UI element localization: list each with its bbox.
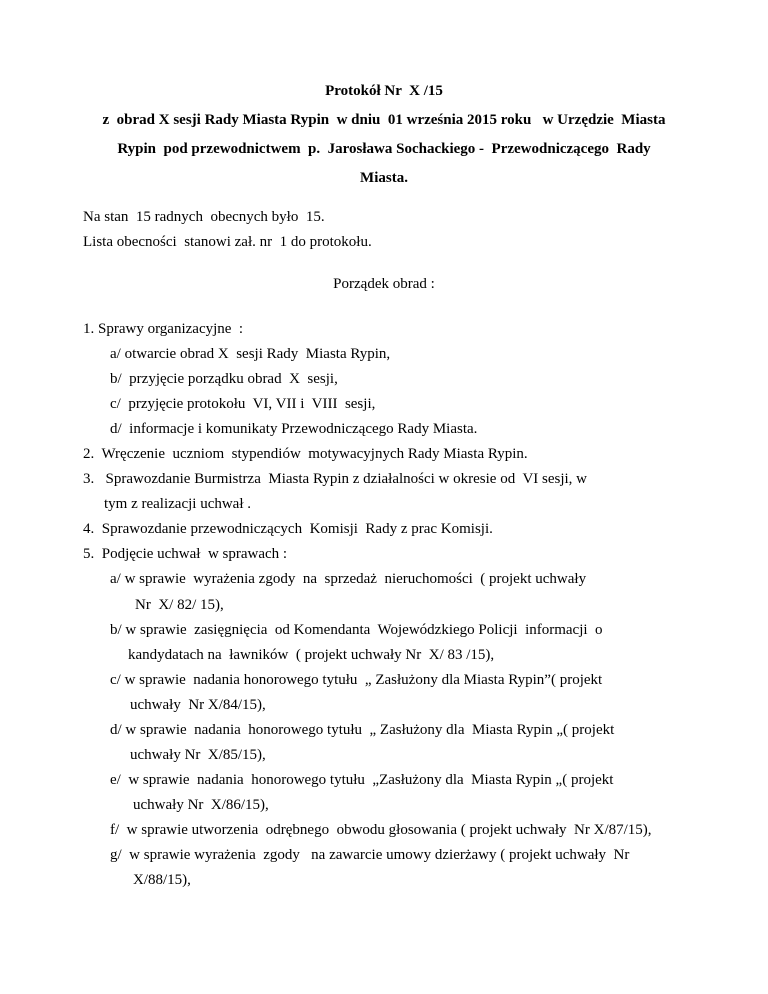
subtitle-line-1: z obrad X sesji Rady Miasta Rypin w dniu 01 września 2015 roku w Urzędzie Miasta [102, 112, 666, 128]
agenda-subitem-5d: d/ w sprawie nadania honorowego tytułu „ Zasłużony dla Miasta Rypin „( projekt [110, 722, 615, 738]
agenda-subitem-5b-cont: kandydatach na ławników ( projekt uchwały Nr X/ 83 /15), [128, 647, 495, 663]
agenda-item-3: 3. Sprawozdanie Burmistrza Miasta Rypin z działalności w okresie od VI sesji, w [83, 471, 588, 487]
agenda-subitem-1c: c/ przyjęcie protokołu VI, VII i VIII sesji, [110, 396, 376, 412]
agenda-item-5: 5. Podjęcie uchwał w sprawach : [83, 546, 288, 562]
document-title: Protokół Nr X /15 [325, 83, 443, 99]
subtitle-line-3: Miasta. [360, 170, 408, 186]
agenda-item-3-cont: tym z realizacji uchwał . [104, 496, 252, 512]
agenda-heading: Porządek obrad : [333, 276, 435, 292]
agenda-subitem-5b: b/ w sprawie zasięgnięcia od Komendanta Wojewódzkiego Policji informacji o [110, 622, 603, 638]
agenda-subitem-5f: f/ w sprawie utworzenia odrębnego obwodu głosowania ( projekt uchwały Nr X/87/15), [110, 822, 652, 838]
agenda-subitem-1b: b/ przyjęcie porządku obrad X sesji, [110, 371, 338, 387]
agenda-subitem-5a: a/ w sprawie wyrażenia zgody na sprzedaż nieruchomości ( projekt uchwały [110, 571, 587, 587]
agenda-subitem-5c-cont: uchwały Nr X/84/15), [130, 697, 266, 713]
agenda-item-4: 4. Sprawozdanie przewodniczących Komisji Rady z prac Komisji. [83, 521, 493, 537]
attendance-list-note: Lista obecności stanowi zał. nr 1 do protokołu. [83, 234, 372, 250]
agenda-subitem-5e: e/ w sprawie nadania honorowego tytułu „Zasłużony dla Miasta Rypin „( projekt [110, 772, 614, 788]
agenda-subitem-5d-cont: uchwały Nr X/85/15), [130, 747, 266, 763]
agenda-subitem-5g: g/ w sprawie wyrażenia zgody na zawarcie umowy dzierżawy ( projekt uchwały Nr [110, 847, 630, 863]
attendance-count: Na stan 15 radnych obecnych było 15. [83, 209, 325, 225]
agenda-subitem-5e-cont: uchwały Nr X/86/15), [133, 797, 269, 813]
agenda-subitem-1d: d/ informacje i komunikaty Przewodniczącego Rady Miasta. [110, 421, 478, 437]
agenda-item-2: 2. Wręczenie uczniom stypendiów motywacyjnych Rady Miasta Rypin. [83, 446, 528, 462]
subtitle-line-2: Rypin pod przewodnictwem p. Jarosława Sochackiego - Przewodniczącego Rady [117, 141, 651, 157]
agenda-subitem-5c: c/ w sprawie nadania honorowego tytułu „ Zasłużony dla Miasta Rypin”( projekt [110, 672, 603, 688]
agenda-subitem-1a: a/ otwarcie obrad X sesji Rady Miasta Rypin, [110, 346, 391, 362]
agenda-subitem-5g-cont: X/88/15), [133, 872, 191, 888]
agenda-subitem-5a-cont: Nr X/ 82/ 15), [135, 597, 224, 613]
agenda-item-1: 1. Sprawy organizacyjne : [83, 321, 244, 337]
